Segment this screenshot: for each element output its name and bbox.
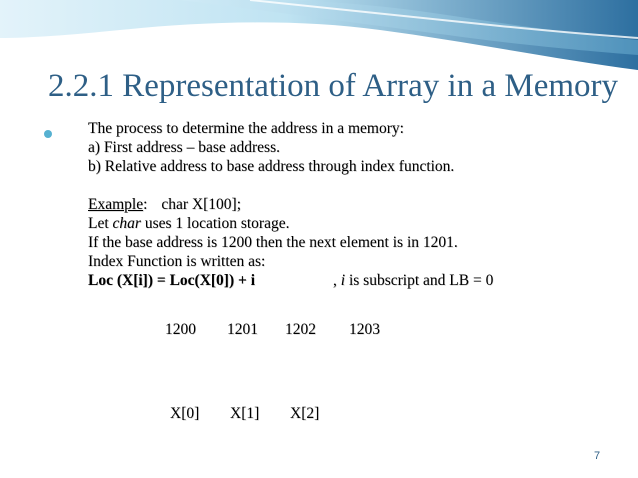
base-address-line: If the base address is 1200 then the next element is in 1201. xyxy=(88,234,458,251)
intro-line: The process to determine the address in a memory: xyxy=(88,120,404,137)
note-emphasis: i xyxy=(340,272,346,289)
element-cell: X[0] xyxy=(170,405,200,422)
index-function-line: Index Function is written as: xyxy=(88,253,266,270)
step-b-line: b) Relative address to base address through index function. xyxy=(88,158,455,175)
bullet-icon xyxy=(44,130,52,138)
let-suffix: uses 1 location storage. xyxy=(140,215,290,232)
let-emphasis: char xyxy=(112,215,141,232)
let-prefix: Let xyxy=(88,215,113,232)
step-a-line: a) First address – base address. xyxy=(88,139,280,156)
slide-body xyxy=(88,119,608,290)
note-suffix: is subscript and LB = 0 xyxy=(345,272,494,289)
element-cell: X[1] xyxy=(230,405,260,422)
address-cell: 1202 xyxy=(285,321,316,338)
example-colon: : xyxy=(143,196,148,213)
slide-title: 2.2.1 Representation of Array in a Memory xyxy=(48,68,619,104)
formula: Loc (X[i]) = Loc(X[0]) + i xyxy=(88,272,256,289)
example-line xyxy=(88,195,608,214)
address-cell: 1200 xyxy=(165,321,196,338)
header-wave-banner xyxy=(0,0,638,75)
let-line xyxy=(88,214,608,233)
slide-number: 7 xyxy=(594,450,601,462)
address-cell: 1201 xyxy=(227,321,258,338)
address-cell: 1203 xyxy=(349,321,380,338)
example-label: Example xyxy=(88,196,144,213)
element-cell: X[2] xyxy=(290,405,320,422)
note-prefix: , xyxy=(333,272,341,289)
example-code: char X[100]; xyxy=(161,196,242,213)
formula-line xyxy=(88,271,608,290)
